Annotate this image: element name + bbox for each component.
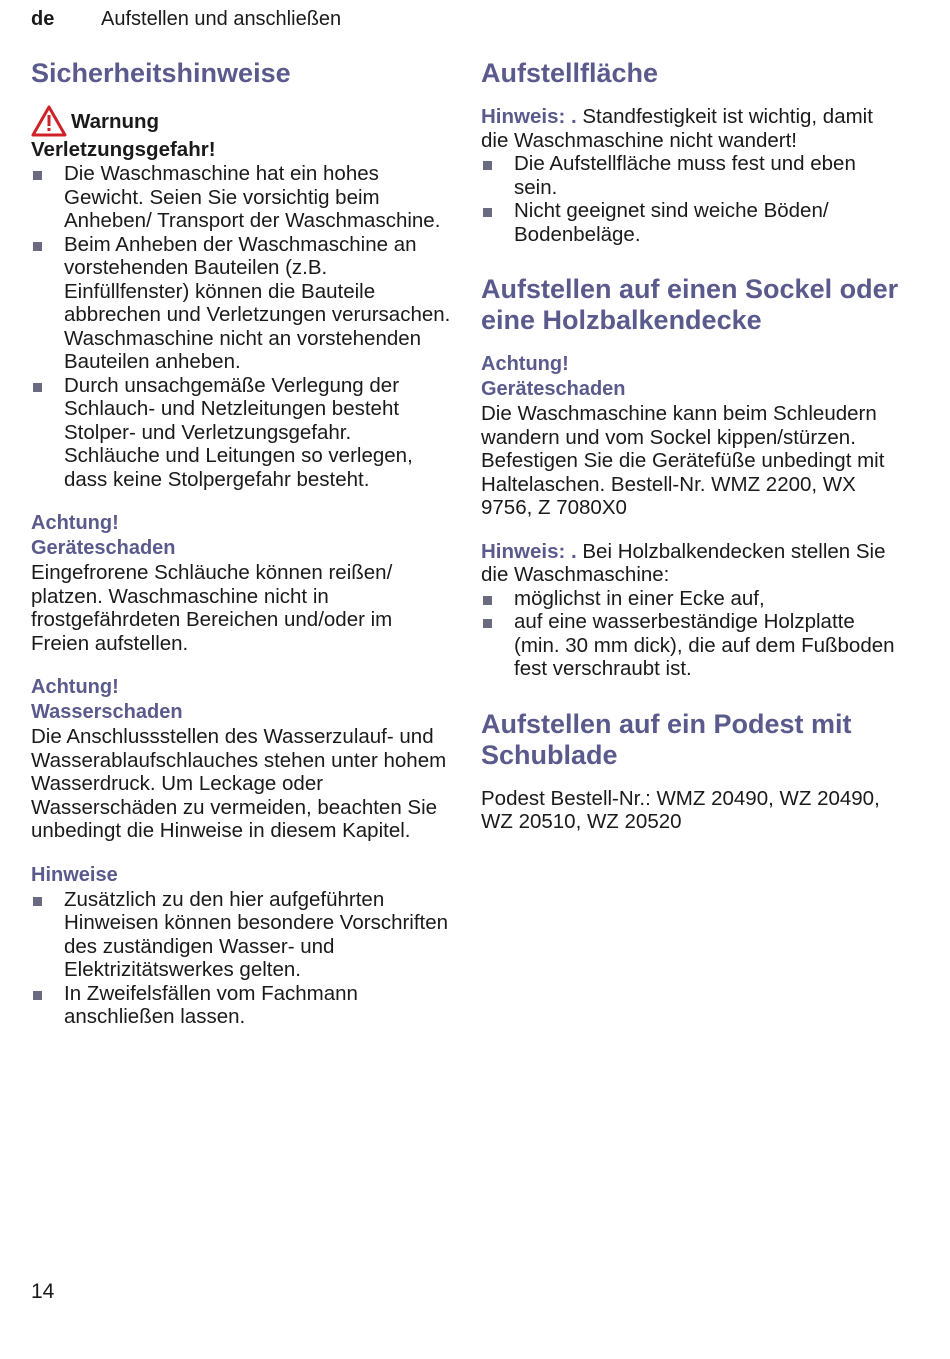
list-item: Die Waschmaschine hat ein hohes Gewicht. Seien Sie vorsichtig beim Anheben/ Transport der Waschmaschine. <box>31 162 451 233</box>
page-number: 14 <box>31 1280 55 1303</box>
note-label: Hinweis: . <box>481 105 577 128</box>
caution-label: Achtung! <box>31 512 119 534</box>
section-title: Aufstellen und anschließen <box>101 8 342 30</box>
safety-title: Sicherheitshinweise <box>31 58 291 88</box>
list-item: Durch unsachgemäße Verlegung der Schlauch- und Netzleitungen besteht Stolper- und Verletzungsgefahr. Schläuche und Leitungen so verlegen, dass keine Stolpergefahr besteht. <box>31 374 451 492</box>
list-item: Die Aufstellfläche muss fest und eben sein. <box>481 152 901 199</box>
caution-subject: Geräteschaden <box>31 537 176 559</box>
note-label: Hinweis: . <box>481 539 577 563</box>
socket-list <box>481 587 901 681</box>
surface-note <box>481 105 901 152</box>
warning-triangle-icon <box>31 105 67 137</box>
list-item: Beim Anheben der Waschmaschine an vorstehenden Bauteilen (z.B. Einfüllfenster) können die Bauteile abbrechen und Verletzungen verursachen. Waschmaschine nicht an vorstehenden Bauteilen anheben. <box>31 233 451 374</box>
warning-heading: Verletzungsgefahr! <box>31 138 216 161</box>
list-item: auf eine wasserbeständige Holzplatte (min. 30 mm dick), die auf dem Fußboden fest verschraubt ist. <box>481 610 901 681</box>
note-text: Standfestigkeit ist wichtig, damit die Waschmaschine nicht wandert! <box>481 105 873 152</box>
warning-list <box>31 162 451 491</box>
caution-text: Die Anschlussstellen des Wasserzulauf- und Wasserablaufschlauches stehen unter hohem Wasserdruck. Um Leckage oder Wasserschäden zu vermeiden, beachten Sie unbedingt die Hinweise in diesem Kapitel. <box>31 725 447 842</box>
note-text: Bei Holzbalkendecken stellen Sie die Waschmaschine: <box>481 539 886 586</box>
list-item: möglichst in einer Ecke auf, <box>481 587 901 611</box>
notes-label: Hinweise <box>31 863 118 886</box>
socket-title: Aufstellen auf einen Sockel oder eine Holzbalkendecke <box>481 274 899 335</box>
list-item: Nicht geeignet sind weiche Böden/ Bodenbeläge. <box>481 199 901 246</box>
caution-subject: Geräteschaden <box>481 378 626 400</box>
caution-subject: Wasserschaden <box>31 701 183 723</box>
surface-list <box>481 152 901 246</box>
caution-label: Achtung! <box>481 353 569 375</box>
socket-note <box>481 540 901 587</box>
pedestal-title: Aufstellen auf ein Podest mit Schublade <box>481 708 852 770</box>
socket-text: Die Waschmaschine kann beim Schleudern wandern und vom Sockel kippen/stürzen. Befestigen Sie die Gerätefüße unbedingt mit Haltelaschen. Bestell-Nr. WMZ 2200, WX 9756, Z 7080X0 <box>481 402 885 519</box>
caution-label: Achtung! <box>31 676 119 698</box>
caution-text: Eingefrorene Schläuche können reißen/ platzen. Waschmaschine nicht in frostgefährdeten Bereichen und/oder im Freien aufstellen. <box>31 561 393 655</box>
notes-list <box>31 888 451 1029</box>
left-column <box>31 58 451 1029</box>
right-column <box>481 58 901 834</box>
pedestal-text: Podest Bestell-Nr.: WMZ 20490, WZ 20490, WZ 20510, WZ 20520 <box>481 786 880 833</box>
list-item: Zusätzlich zu den hier aufgeführten Hinweisen können besondere Vorschriften des zuständigen Wasser- und Elektrizitätswerkes gelten. <box>31 888 451 982</box>
page-header <box>31 8 341 31</box>
warning-row <box>31 105 451 137</box>
list-item: In Zweifelsfällen vom Fachmann anschließen lassen. <box>31 982 451 1029</box>
language-code: de <box>31 8 55 30</box>
surface-title: Aufstellfläche <box>481 58 659 88</box>
warning-label: Warnung <box>71 109 160 133</box>
